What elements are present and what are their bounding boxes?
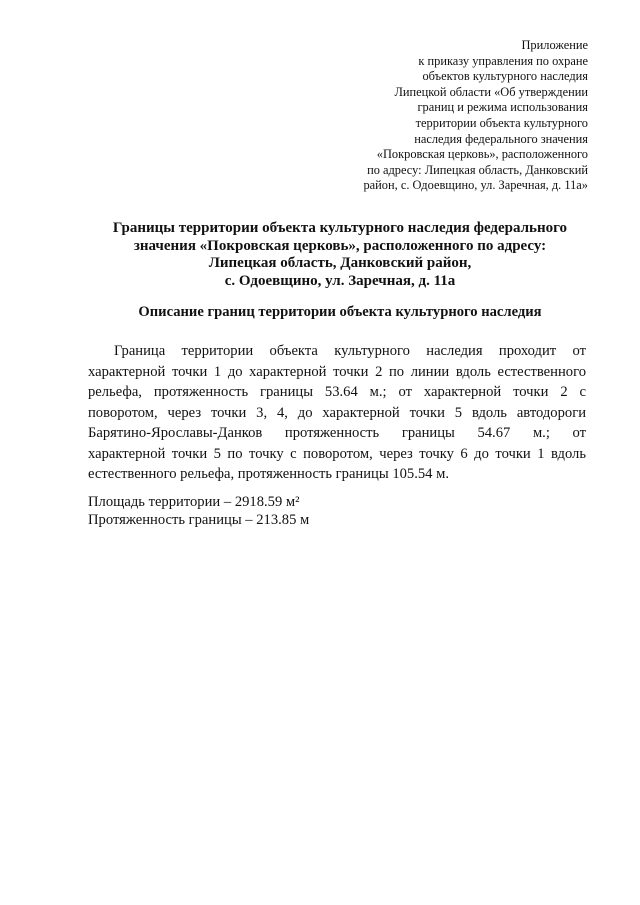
boundary-length: Протяженность границы – 213.85 м	[88, 511, 310, 528]
title-line: Границы территории объекта культурного наследия федерального	[112, 220, 568, 236]
territory-stats	[88, 494, 309, 529]
title-line: с. Одоевщино, ул. Заречная, д. 11а	[224, 272, 456, 289]
appendix-line: Липецкой области «Об утверждении	[394, 84, 588, 99]
appendix-line: объектов культурного наследия	[422, 69, 588, 84]
description-line: характерной точки 5 по точку с поворотом, через точку 6 до точки 1 вдоль	[88, 445, 586, 462]
territory-area: Площадь территории – 2918.59 м²	[88, 494, 300, 510]
appendix-line: «Покровская церковь», расположенного	[376, 147, 588, 162]
appendix-line: территории объекта культурного	[415, 115, 588, 130]
description-line: характерной точки 1 до характерной точки 2 по линии вдоль естественного	[88, 363, 586, 380]
appendix-line: к приказу управления по охране	[418, 53, 588, 68]
appendix-header	[268, 38, 588, 194]
description-line: поворотом, через точки 3, 4, до характерной точки 5 вдоль автодороги	[88, 404, 586, 421]
appendix-line: по адресу: Липецкая область, Данковский	[367, 162, 588, 177]
boundary-description	[88, 341, 586, 485]
section-heading: Описание границ территории объекта культурного наследия	[138, 304, 542, 320]
appendix-line: Приложение	[521, 38, 588, 52]
appendix-line: наследия федерального значения	[414, 131, 588, 146]
description-line: рельефа, протяженность границы 53.64 м.; от характерной точки 2 с	[88, 384, 586, 400]
description-line: Барятино-Ярославы-Данков протяженность границы 54.67 м.; от	[88, 425, 586, 441]
appendix-line: район, с. Одоевщино, ул. Заречная, д. 11а»	[363, 178, 588, 193]
description-line: естественного рельефа, протяженность границы 105.54 м.	[88, 466, 449, 482]
description-line: Граница территории объекта культурного наследия проходит от	[114, 343, 586, 359]
title-line: Липецкая область, Данковский район,	[208, 255, 472, 271]
title-line: значения «Покровская церковь», расположенного по адресу:	[133, 237, 547, 254]
appendix-line: границ и режима использования	[417, 100, 588, 115]
document-title	[70, 220, 610, 290]
